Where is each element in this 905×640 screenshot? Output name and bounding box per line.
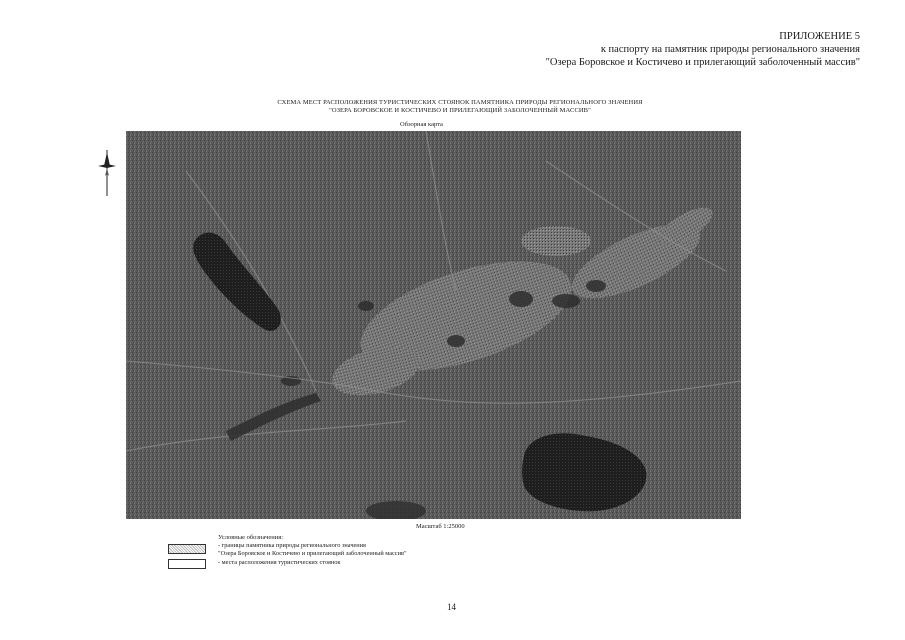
north-arrow-icon <box>98 150 116 201</box>
page-number: 14 <box>447 602 456 612</box>
scheme-title-line-1: СХЕМА МЕСТ РАСПОЛОЖЕНИЯ ТУРИСТИЧЕСКИХ СТОЯНОК ПАМЯТНИКА ПРИРОДЫ РЕГИОНАЛЬНОГО ЗНАЧЕНИЯ <box>277 99 643 106</box>
legend-boundary-swatch <box>168 544 206 554</box>
legend-title: Условные обозначения: <box>218 534 284 541</box>
legend-boundary-label-1: - границы памятника природы регионального значения <box>218 542 366 549</box>
appendix-subtitle: к паспорту на памятник природы регионального значения <box>600 44 860 55</box>
scheme-title-line-2: "ОЗЕРА БОРОВСКОЕ И КОСТИЧЕВО И ПРИЛЕГАЮЩИЙ ЗАБОЛОЧЕННЫЙ МАССИВ" <box>329 107 591 114</box>
scheme-title <box>190 99 730 115</box>
legend-camp-swatch <box>168 559 206 569</box>
satellite-map <box>126 131 741 519</box>
overview-map-label: Обзорная карта <box>400 121 443 128</box>
legend-camp-label: - места расположения туристических стоянок <box>218 559 341 566</box>
map-scale: Масштаб 1:25000 <box>416 523 465 530</box>
legend-boundary-label-2: "Озера Боровское и Костичево и прилегающий заболоченный массив" <box>218 550 407 557</box>
appendix-object-name: "Озера Боровское и Костичево и прилегающий заболоченный массив" <box>545 57 860 68</box>
appendix-header <box>546 30 860 69</box>
appendix-number: ПРИЛОЖЕНИЕ 5 <box>779 31 860 42</box>
